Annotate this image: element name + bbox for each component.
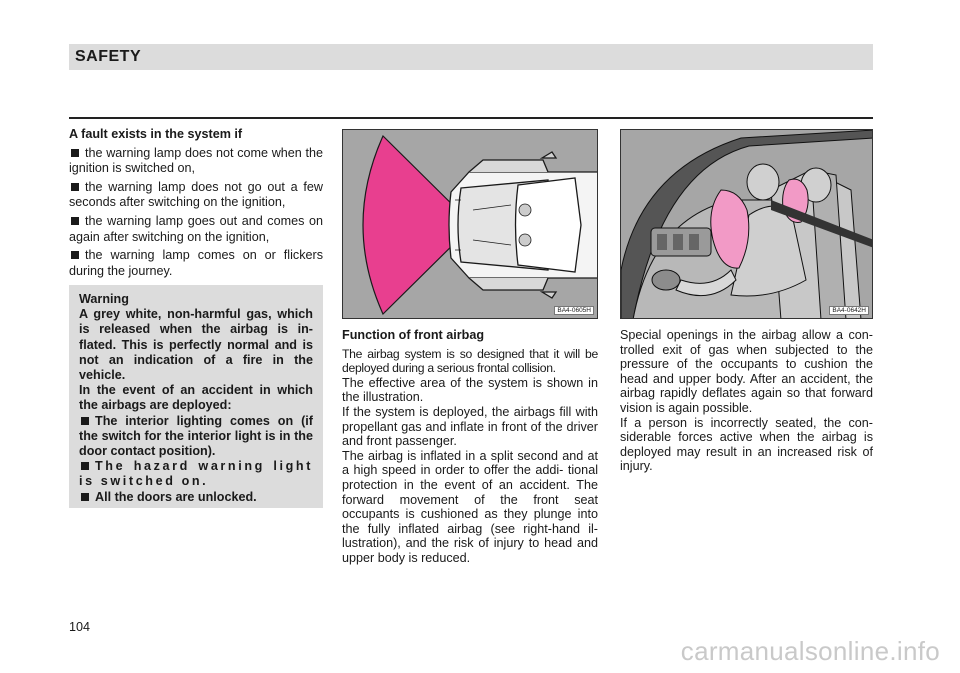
car-interior-illustration xyxy=(621,130,873,319)
car-topview-illustration xyxy=(343,130,598,319)
airbag-deployment-illustration xyxy=(620,129,873,319)
fault-section xyxy=(69,127,323,282)
section-header-bar xyxy=(69,44,873,70)
fault-item: the warning lamp comes on or flickers during the journey. xyxy=(69,248,323,278)
airbag-openings-section xyxy=(620,328,873,474)
fault-item: the warning lamp does not come when the ignition is switched on, xyxy=(69,145,323,176)
square-bullet-icon xyxy=(71,149,79,157)
paragraph: The effective area of the system is shown in the illustration. xyxy=(342,375,598,405)
warning-bullet: All the doors are unlocked. xyxy=(79,490,313,505)
square-bullet-icon xyxy=(81,417,89,425)
page-number: 104 xyxy=(69,620,91,634)
square-bullet-icon xyxy=(81,493,89,501)
section-title: SAFETY xyxy=(75,48,142,65)
warning-bullet: The interior lighting comes on (if the switch for the interior light is in the door contact position). xyxy=(79,413,313,459)
warning-box xyxy=(69,285,323,508)
square-bullet-icon xyxy=(81,462,89,470)
header-rule xyxy=(69,117,873,119)
fault-heading: A fault exists in the system if xyxy=(69,127,243,141)
paragraph: The airbag is inflated in a split second and at a high speed in order to offer the addi- tional protection in the event of an accident. The forward movement of the front seat occupants is cushioned as they plunge into the fully inflated airbag (see right-hand il- lustration), and the risk of injury to head and upper body is reduced. xyxy=(342,448,598,565)
square-bullet-icon xyxy=(71,251,79,259)
figure-code: BA4-0642H xyxy=(829,306,869,315)
section-heading: Function of front airbag xyxy=(342,328,485,342)
front-airbag-function-section xyxy=(342,328,598,566)
square-bullet-icon xyxy=(71,217,79,225)
airbag-coverage-illustration xyxy=(342,129,598,319)
paragraph: If the system is deployed, the airbags fill with propellant gas and inflate in front of the driver and front passenger. xyxy=(342,404,598,449)
square-bullet-icon xyxy=(71,183,79,191)
warning-text: In the event of an accident in which the airbags are deployed: xyxy=(79,383,313,413)
paragraph: If a person is incorrectly seated, the con- siderable forces active when the airbag is deployed may result in an increased risk of injury. xyxy=(620,415,873,474)
fault-item: the warning lamp does not go out a few seconds after switching on the ignition, xyxy=(69,179,323,210)
paragraph: The airbag system is so designed that it will be deployed during a serious frontal collision. xyxy=(342,346,598,376)
warning-bullet: The hazard warning light is switched on. xyxy=(79,459,313,489)
fault-item: the warning lamp goes out and comes on again after switching on the ignition, xyxy=(69,213,323,244)
figure-code: BA4-0605H xyxy=(554,306,594,315)
watermark: carmanualsonline.info xyxy=(680,636,940,666)
paragraph: Special openings in the airbag allow a con- trolled exit of gas when subjected to the pressure of the occupants to cushion the head and upper body. After an accident, the airbag rapidly deflates again so that forward vision is again possible. xyxy=(620,328,873,415)
warning-text: A grey white, non-harmful gas, which is released when the airbag is in- flated. This is perfectly normal and is not an indication of a fire in the vehicle. xyxy=(79,307,313,383)
warning-title: Warning xyxy=(79,292,129,306)
